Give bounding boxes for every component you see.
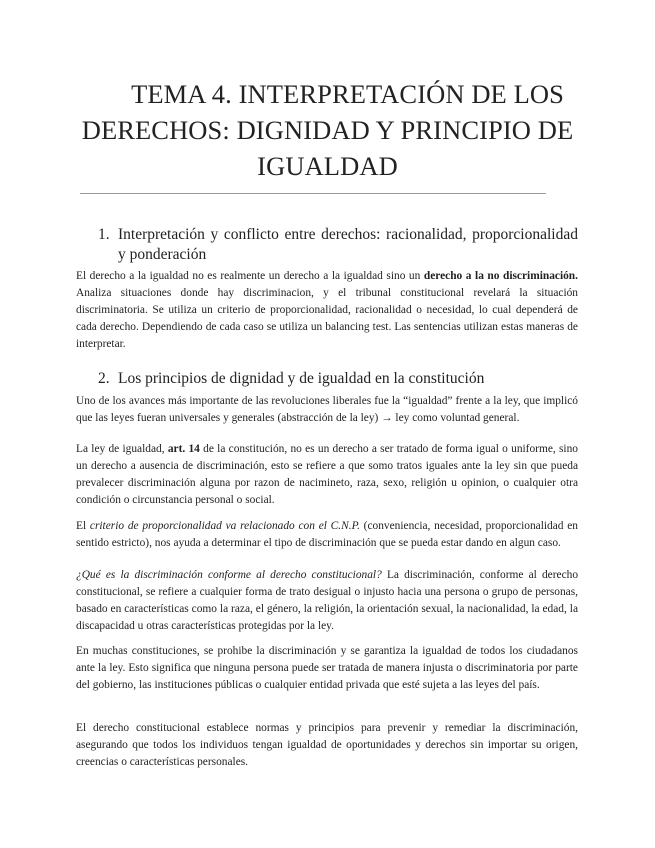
s2p3-text-a: El (76, 520, 90, 532)
section-2-paragraph-1: Uno de los avances más importante de las revoluciones liberales fue la “igualdad” frente a la ley, que implicó que las leyes fueran universales y generales (abstracción de la ley) → ley como voluntad general. (76, 395, 578, 425)
s1-text-b: Analiza situaciones donde hay discriminacion, y el tribunal constitucional revelará la situación discriminatoria. Se utiliza un criterio de proporcionalidad, racionalidad o necesidad, lo cual dependerá de cada derecho. Dependiendo de cada caso se utiliza un balancing test. Las sentencias utilizan estas maneras de interpretar. (76, 287, 578, 351)
s2p2-text-a: La ley de igualdad, (76, 443, 168, 455)
s2p4-italic-question: ¿Qué es la discriminación conforme al derecho constitucional? (76, 569, 382, 581)
page-title (70, 76, 585, 184)
title-divider (80, 193, 546, 194)
section-2-paragraph-5: En muchas constituciones, se prohibe la discriminación y se garantiza la igualdad de todos los ciudadanos ante la ley. Esto significa que ninguna persona puede ser tratada de manera injusta o discriminatoria por parte del gobierno, las instituciones públicas o cualquier entidad privada que esté sujeta a las leyes del país. (76, 645, 578, 692)
s2p2-text-b: de la constitución, no es un derecho a ser tratado de forma igual o uniforme, sino un derecho a ausencia de discriminación, esto se refiere a que somo tratos iguales ante la ley sin que pueda prevalecer discriminación alguna por razon de nacimineto, raza, sexo, religión u opinion, o cualquier otra condición o circunstancia personal o social. (76, 443, 578, 507)
title-line-1: TEMA 4. INTERPRETACIÓN DE LOS (131, 79, 564, 109)
title-line-2: DERECHOS: DIGNIDAD Y PRINCIPIO DE (81, 115, 574, 145)
section-1-number: 1. (98, 226, 110, 243)
s1-text-a: El derecho a la igualdad no es realmente un derecho a la igualdad sino un (76, 270, 424, 282)
section-1-heading (98, 225, 578, 265)
section-1-heading-text: Interpretación y conflicto entre derechos: racionalidad, proporcionalidad y ponderación (118, 226, 578, 263)
s2p3-italic-text: criterio de proporcionalidad va relacionado con el C.N.P. (89, 520, 360, 532)
s2p3-text-b: (conveniencia, necesidad, proporcionalidad en sentido estricto), nos ayuda a determinar el tipo de discriminación que se pueda estar dando en algun caso. (76, 520, 578, 550)
title-line-3: IGUALDAD (257, 151, 398, 181)
section-2-heading-text: Los principios de dignidad y de igualdad en la constitución (118, 370, 485, 387)
section-2-paragraph-3 (76, 518, 578, 552)
section-2-heading (98, 369, 578, 389)
section-1-paragraph (76, 268, 578, 353)
section-2-paragraph-6: El derecho constitucional establece normas y principios para prevenir y remediar la discriminación, asegurando que todos los individuos tengan igualdad de oportunidades y derechos sin importar su origen, creencias o características personales. (76, 722, 578, 769)
s1-bold-text: derecho a la no discriminación. (423, 270, 578, 282)
section-2-number: 2. (98, 370, 110, 387)
section-2-paragraph-4 (76, 567, 578, 635)
section-2-paragraph-2 (76, 441, 578, 509)
s2p4-text: La discriminación, conforme al derecho constitucional, se refiere a cualquier forma de trato desigual o injusto hacia una persona o grupo de personas, basado en características como la raza, el género, la religión, la orientación sexual, la nacionalidad, la edad, la discapacidad u otras características protegidas por la ley. (76, 569, 579, 633)
s2p2-bold-text: art. 14 (167, 443, 200, 455)
